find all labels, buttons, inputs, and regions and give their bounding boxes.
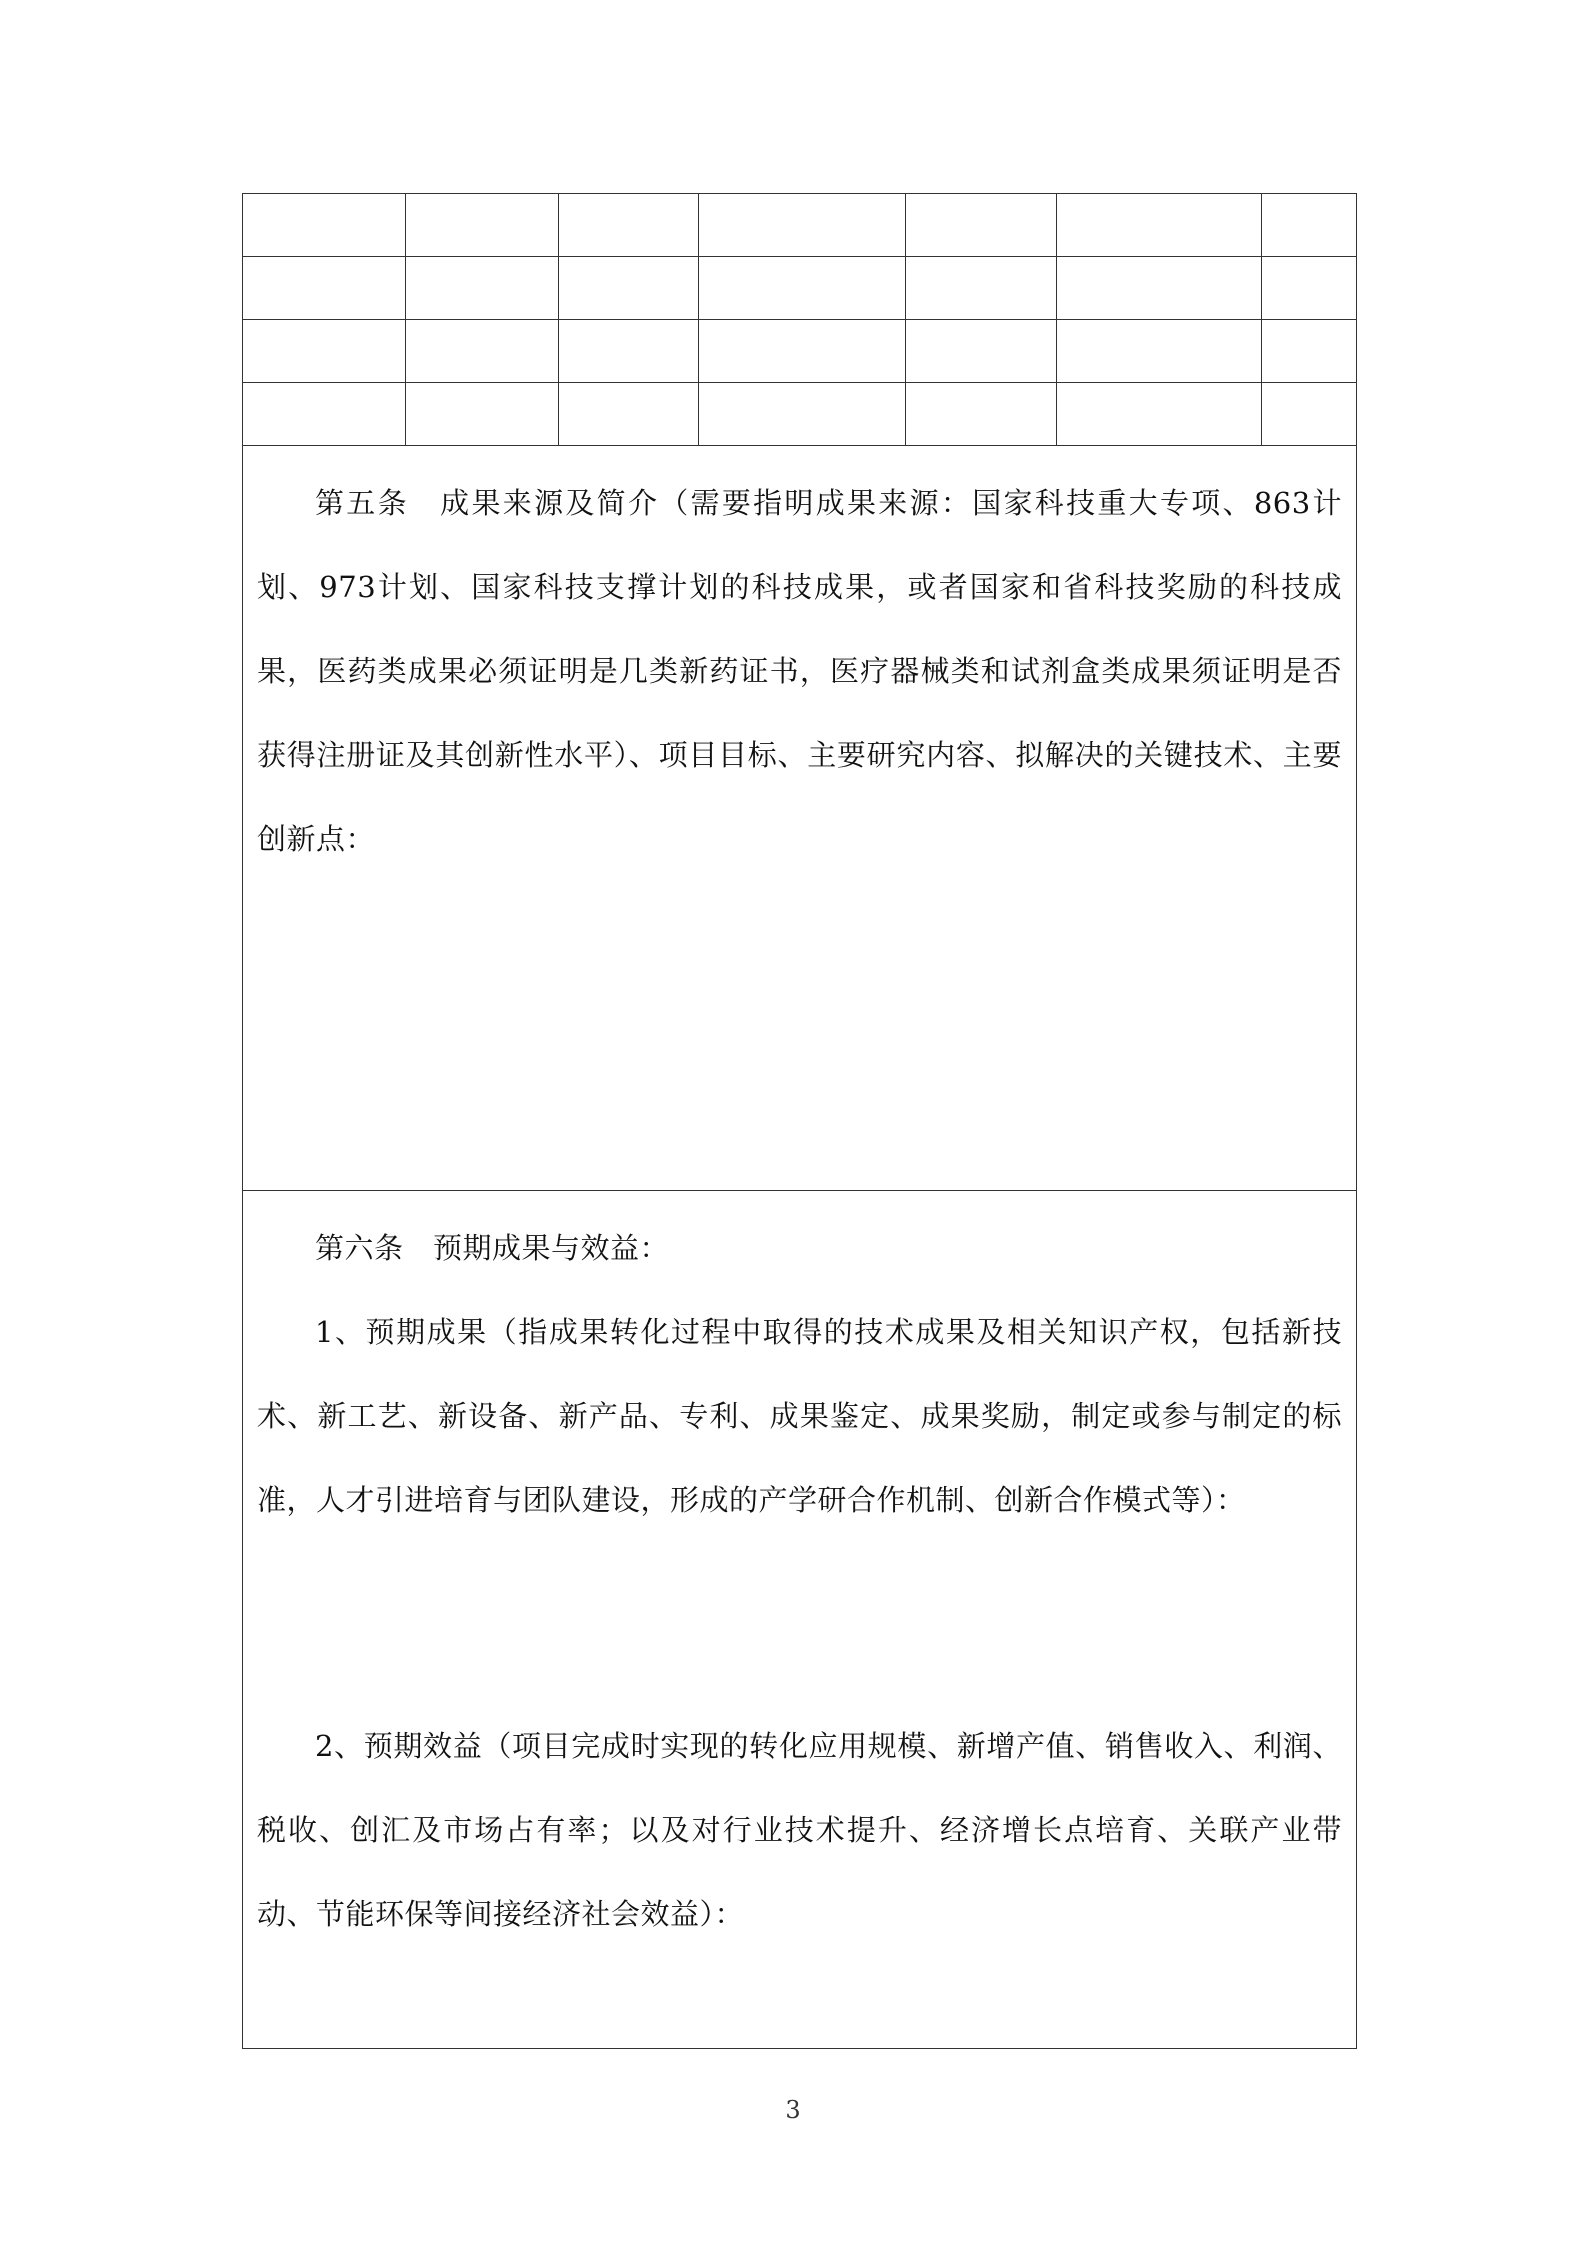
section-6-cell[interactable] [243,1191,1357,2049]
table-row [243,257,1357,320]
table-cell[interactable] [1262,320,1357,383]
table-cell[interactable] [406,383,559,446]
section-6-row [243,1191,1357,2049]
table-cell[interactable] [906,320,1057,383]
table-cell[interactable] [1262,194,1357,257]
table-row [243,383,1357,446]
table-cell[interactable] [1057,383,1262,446]
table-cell[interactable] [406,320,559,383]
table-cell[interactable] [1057,320,1262,383]
table-cell[interactable] [906,257,1057,320]
table-cell[interactable] [406,194,559,257]
table-cell[interactable] [906,383,1057,446]
table-cell[interactable] [243,257,406,320]
table-cell[interactable] [559,320,699,383]
table-cell[interactable] [559,383,699,446]
table-cell[interactable] [559,194,699,257]
section-6-heading: 第六条 预期成果与效益： [315,1231,670,1265]
table-cell[interactable] [1262,383,1357,446]
answer-space [257,1542,1342,1704]
table-cell[interactable] [906,194,1057,257]
table-cell[interactable] [243,383,406,446]
table-cell[interactable] [699,194,906,257]
table-cell[interactable] [243,320,406,383]
application-form-table [242,193,1357,2049]
table-cell[interactable] [243,194,406,257]
section-5-row [243,446,1357,1191]
section-5-cell[interactable] [243,446,1357,1191]
section-6-item-2: 2、预期效益（项目完成时实现的转化应用规模、新增产值、销售收入、利润、税收、创汇及市场占有率；以及对行业技术提升、经济增长点培育、关联产业带动、节能环保等间接经济社会效益）： [257,1729,1342,1931]
table-cell[interactable] [406,257,559,320]
table-cell[interactable] [1057,257,1262,320]
table-cell[interactable] [1262,257,1357,320]
table-row [243,320,1357,383]
table-cell[interactable] [1057,194,1262,257]
section-5-text: 第五条 成果来源及简介（需要指明成果来源：国家科技重大专项、863计划、973计划、国家科技支撑计划的科技成果，或者国家和省科技奖励的科技成果，医药类成果必须证明是几类新药证书，医疗器械类和试剂盒类成果须证明是否获得注册证及其创新性水平）、项目目标、主要研究内容、拟解决的关键技术、主要创新点： [257,486,1342,856]
table-cell[interactable] [699,257,906,320]
table-cell[interactable] [559,257,699,320]
section-6-item-1: 1、预期成果（指成果转化过程中取得的技术成果及相关知识产权，包括新技术、新工艺、新设备、新产品、专利、成果鉴定、成果奖励，制定或参与制定的标准，人才引进培育与团队建设，形成的产学研合作机制、创新合作模式等）： [257,1315,1342,1517]
table-cell[interactable] [699,383,906,446]
table-cell[interactable] [699,320,906,383]
page-number: 3 [785,2096,801,2124]
table-row [243,194,1357,257]
